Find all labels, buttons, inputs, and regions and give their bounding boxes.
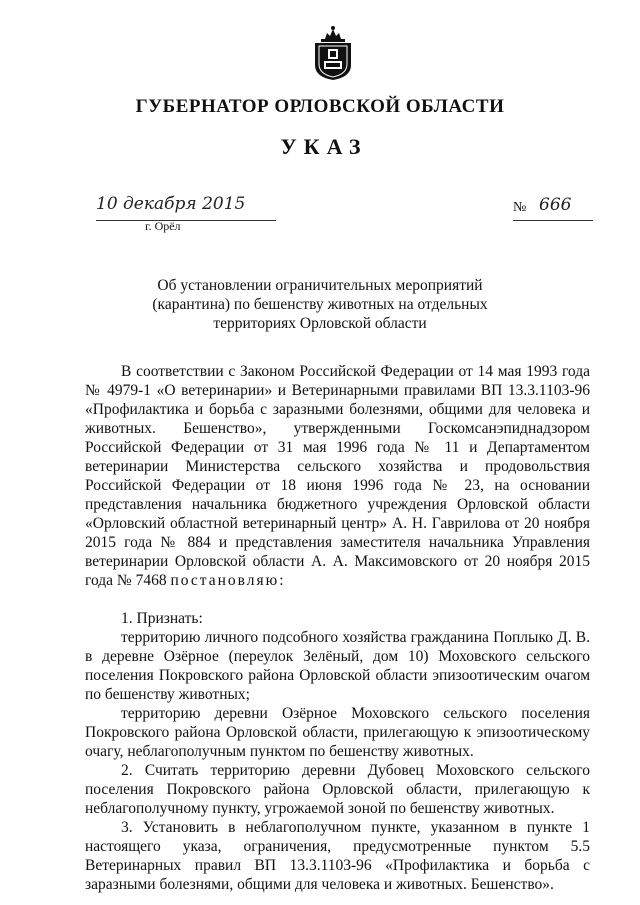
heading-line: Об установлении ограничительных мероприятий (157, 277, 483, 294)
document-body (85, 362, 590, 894)
decree-word: постановляю: (170, 572, 286, 589)
heading-line: (карантина) по бешенству животных на отдельных (152, 296, 488, 313)
document-date: 10 декабря 2015 (96, 194, 276, 221)
list-item: территорию деревни Озёрное Моховского сельского поселения Покровского района Орловской области, прилегающую к эпизоотическому очагу, неблагополучным пунктом по бешенству животных. (85, 705, 590, 760)
document-city: г. Орёл (145, 219, 181, 233)
list-item: 3. Установить в неблагополучном пункте, указанном в пункте 1 настоящего указа, ограничения, предусмотренные пунктом 5.5 Ветеринарных правил ВП 13.3.1103-96 «Профилактика и борьба с заразными болезнями, общими для человека и животных. Бешенство». (85, 819, 590, 893)
list-item: 2. Считать территорию деревни Дубовец Моховского сельского поселения Покровского района Орловской области, прилегающую к неблагополучному пункту, угрожаемой зоной по бешенству животных. (85, 762, 590, 817)
document-type: УКАЗ (280, 134, 368, 159)
document-number-field (513, 194, 593, 221)
coat-of-arms-icon (311, 25, 355, 81)
organization-title: ГУБЕРНАТОР ОРЛОВСКОЙ ОБЛАСТИ (135, 96, 505, 117)
list-item: территорию личного подсобного хозяйства гражданина Поплыко Д. В. в деревне Озёрное (переулок Зелёный, дом 10) Моховского сельского поселения Покровского района Орловской области эпизоотическим очагом по бешенству животных; (85, 629, 590, 703)
list-item: 1. Признать: (121, 610, 203, 627)
number-sign: № (513, 200, 527, 215)
preamble-paragraph (85, 362, 590, 590)
document-number: 666 (539, 195, 572, 215)
preamble-text: В соответствии с Законом Российской Федерации от 14 мая 1993 года № 4979-1 «О ветеринарии» и Ветеринарными правилами ВП 13.3.1103-96 «Профилактика и борьба с заразными болезнями, общими для человека и животных. Бешенство», утвержденными Госкомсанэпиднадзором Российской Федерации от 31 мая 1996 года № 11 и Департаментом ветеринарии Министерства сельского хозяйства и продовольствия Российской Федерации от 18 июня 1996 года № 23, на основании представления начальника бюджетного учреждения Орловской области «Орловский областной ветеринарный центр» А. Н. Гаврилова от 20 ноября 2015 года № 884 и представления заместителя начальника Управления ветеринарии Орловской области А. А. Максимовского от 20 ноября 2015 года № 7468 (85, 363, 590, 589)
document-heading (0, 276, 640, 333)
heading-line: территориях Орловской области (213, 315, 427, 332)
